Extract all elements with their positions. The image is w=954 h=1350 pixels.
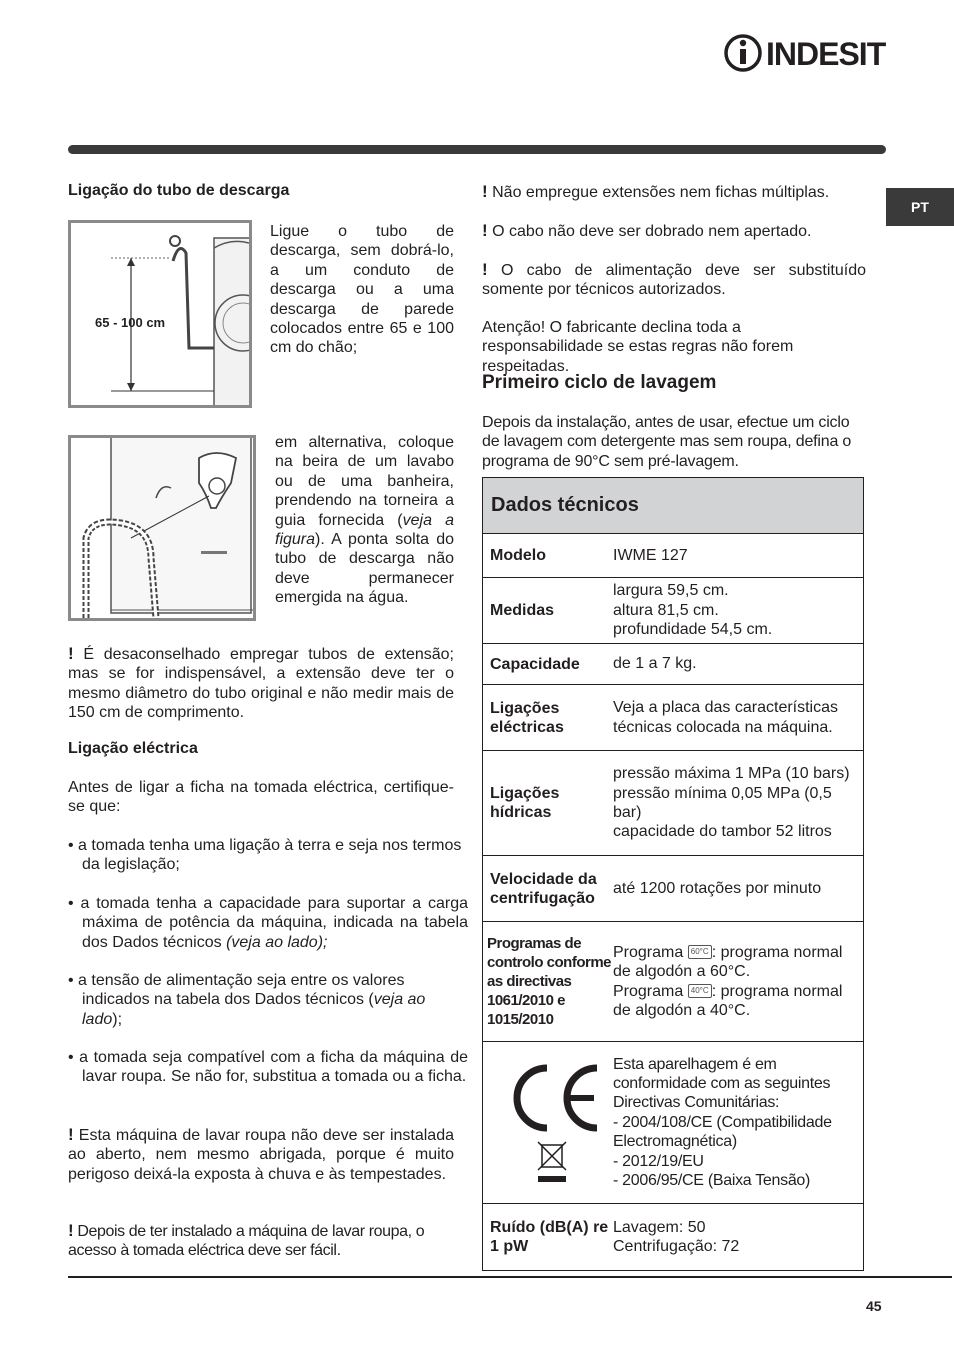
table-row-electrical [483, 685, 863, 751]
row-label: Capacidade [490, 655, 580, 673]
table-title: Dados técnicos [483, 478, 863, 534]
footer-rule [68, 1276, 952, 1278]
warning-extensions [482, 182, 866, 202]
warning-extensions-text: Não empregue extensões nem fichas múltiplas. [492, 184, 830, 201]
sink-hook-figure [68, 435, 256, 621]
program-60 [613, 943, 857, 982]
bullet-earth: • a tomada tenha uma ligação à terra e seja nos termos da legislação; [68, 837, 462, 874]
indesit-logo [724, 33, 888, 73]
header-rule [68, 145, 886, 154]
warning-cable-replace-text: O cabo de alimentação deve ser substituído somente por técnicos autorizados. [482, 262, 866, 299]
drain-text-2a: em alternativa, coloque na beira de um lavabo ou de uma banheira, prendendo na torneira a guia fornecida ( [275, 434, 454, 529]
table-row-capacity [483, 644, 863, 685]
bullet-voltage [68, 971, 468, 1029]
bullet-voltage-end: ); [112, 1010, 123, 1028]
warning-access-text: Depois de ter instalado a máquina de lavar roupa, o acesso à tomada eléctrica deve ser fácil. [68, 1223, 425, 1260]
warning-mark: ! [482, 182, 488, 201]
warning-mark: ! [482, 221, 488, 240]
cotton-60-icon: 60°C [688, 945, 712, 959]
extension-warning-text: É desaconselhado empregar tubos de extensão; mas se for indispensável, a extensão deve ter o mesmo diâmetro do tubo original e não medir mais de 150 cm de comprimento. [68, 646, 454, 722]
bullet-capacity-text: • a tomada tenha a capacidade para suportar a carga máxima de potência da máquina, indicada na tabela dos Dados técnicos [68, 895, 468, 951]
row-label: Modelo [490, 547, 546, 564]
bullet-compatible: • a tomada seja compatível com a ficha da máquina de lavar roupa. Se não for, substitua a tomada ou a ficha. [68, 1049, 468, 1086]
warning-cable-bend [482, 221, 866, 241]
row-label: Programas de controlo conforme as directivas 1061/2010 e 1015/2010 [487, 935, 612, 1028]
row-label: Ligações eléctricas [490, 699, 564, 736]
page-number: 45 [866, 1298, 882, 1314]
table-row-dimensions [483, 578, 863, 644]
warning-cable-bend-text: O cabo não deve ser dobrado nem apertado. [492, 223, 812, 240]
warning-outdoor-text: Esta máquina de lavar roupa não deve ser instalada ao aberto, nem mesmo abrigada, porque é muito perigoso deixá-la exposta à chuva e às tempestades. [68, 1127, 455, 1183]
drain-text-1: Ligue o tubo de descarga, sem dobrá-lo, a um conduto de descarga ou a uma descarga de parede colocados entre 65 e 100 cm do chão; [270, 223, 454, 357]
drain-heading: Ligação do tubo de descarga [68, 182, 290, 199]
warning-outdoor [68, 1125, 454, 1184]
row-value: até 1200 rotações por minuto [613, 879, 822, 897]
first-cycle-heading: Primeiro ciclo de lavagem [482, 372, 717, 393]
warning-mark: ! [68, 644, 74, 663]
row-value: largura 59,5 cm. altura 81,5 cm. profundidade 54,5 cm. [613, 582, 773, 639]
warning-mark: ! [68, 1125, 74, 1144]
cotton-40-icon: 40°C [688, 984, 712, 998]
ce-mark-cell [483, 1042, 613, 1203]
table-row-model [483, 534, 863, 578]
row-value: de 1 a 7 kg. [613, 655, 697, 673]
ce-directives: Esta aparelhagem é em conformidade com as seguintes Directivas Comunitárias: - 2004/108/CE (Compatibilidade Electromagnética) - 2012/19/EU - 2006/95/CE (Baixa Tensão) [613, 1055, 832, 1190]
warning-cable-replace [482, 260, 866, 300]
ce-mark-icon [502, 1060, 602, 1185]
row-value: IWME 127 [613, 546, 688, 564]
bullet-capacity [68, 894, 468, 952]
bullet-voltage-text: • a tensão de alimentação seja entre os valores indicados na tabela dos Dados técnicos ( [68, 972, 405, 1009]
elec-heading: Ligação eléctrica [68, 740, 198, 757]
drain-text-2 [275, 433, 454, 608]
warning-access [68, 1221, 458, 1261]
row-label: Ligações hídricas [490, 785, 560, 821]
row-value [613, 922, 863, 1041]
table-row-spin [483, 856, 863, 922]
bullet-capacity-italic: (veja ao lado); [226, 933, 328, 951]
program-40-label: Programa [613, 982, 688, 1000]
row-value: pressão máxima 1 MPa (10 bars) pressão mínima 0,05 MPa (0,5 bar) capacidade do tambor 52 litros [613, 765, 850, 841]
first-cycle-text: Depois da instalação, antes de usar, efectue um ciclo de lavagem com detergente mas sem roupa, defina o programa de 90°C sem pré-lavagem. [482, 414, 852, 470]
drain-text-2-italic: veja a figura [275, 511, 454, 549]
program-60-label: Programa [613, 943, 688, 961]
row-value: Lavagem: 50 Centrifugação: 72 [613, 1218, 740, 1255]
row-label: Velocidade da centrifugação [490, 870, 597, 907]
elec-intro: Antes de ligar a ficha na tomada eléctrica, certifique-se que: [68, 779, 454, 816]
table-row-programs [483, 922, 863, 1042]
row-label: Medidas [490, 602, 555, 619]
row-label: Ruído (dB(A) re 1 pW [490, 1219, 609, 1255]
table-row-ce [483, 1042, 863, 1204]
bullet-voltage-italic: veja ao lado [82, 991, 426, 1028]
program-60-text: : programa normal de algodón a 60°C. [613, 943, 843, 981]
height-label: 65 - 100 cm [95, 315, 166, 330]
extension-warning [68, 644, 454, 723]
program-40-text: : programa normal de algodón a 40°C. [613, 982, 843, 1019]
warning-mark: ! [482, 260, 488, 279]
row-value: Veja a placa das características técnicas colocada na máquina. [613, 699, 839, 736]
table-row-noise [483, 1204, 863, 1270]
program-40 [613, 982, 857, 1021]
drain-text-2b: ). A ponta solta do tubo de descarga não deve permanecer emergida na água. [275, 531, 454, 607]
drain-height-figure [68, 220, 252, 408]
warning-mark: ! [68, 1221, 74, 1240]
table-row-water [483, 751, 863, 856]
tech-data-table [482, 477, 864, 1271]
attention-text: Atenção! O fabricante declina toda a responsabilidade se estas regras não forem respeitadas. [482, 319, 794, 375]
logo-wordmark: INDESIT [766, 36, 886, 72]
language-tab: PT [886, 188, 954, 226]
